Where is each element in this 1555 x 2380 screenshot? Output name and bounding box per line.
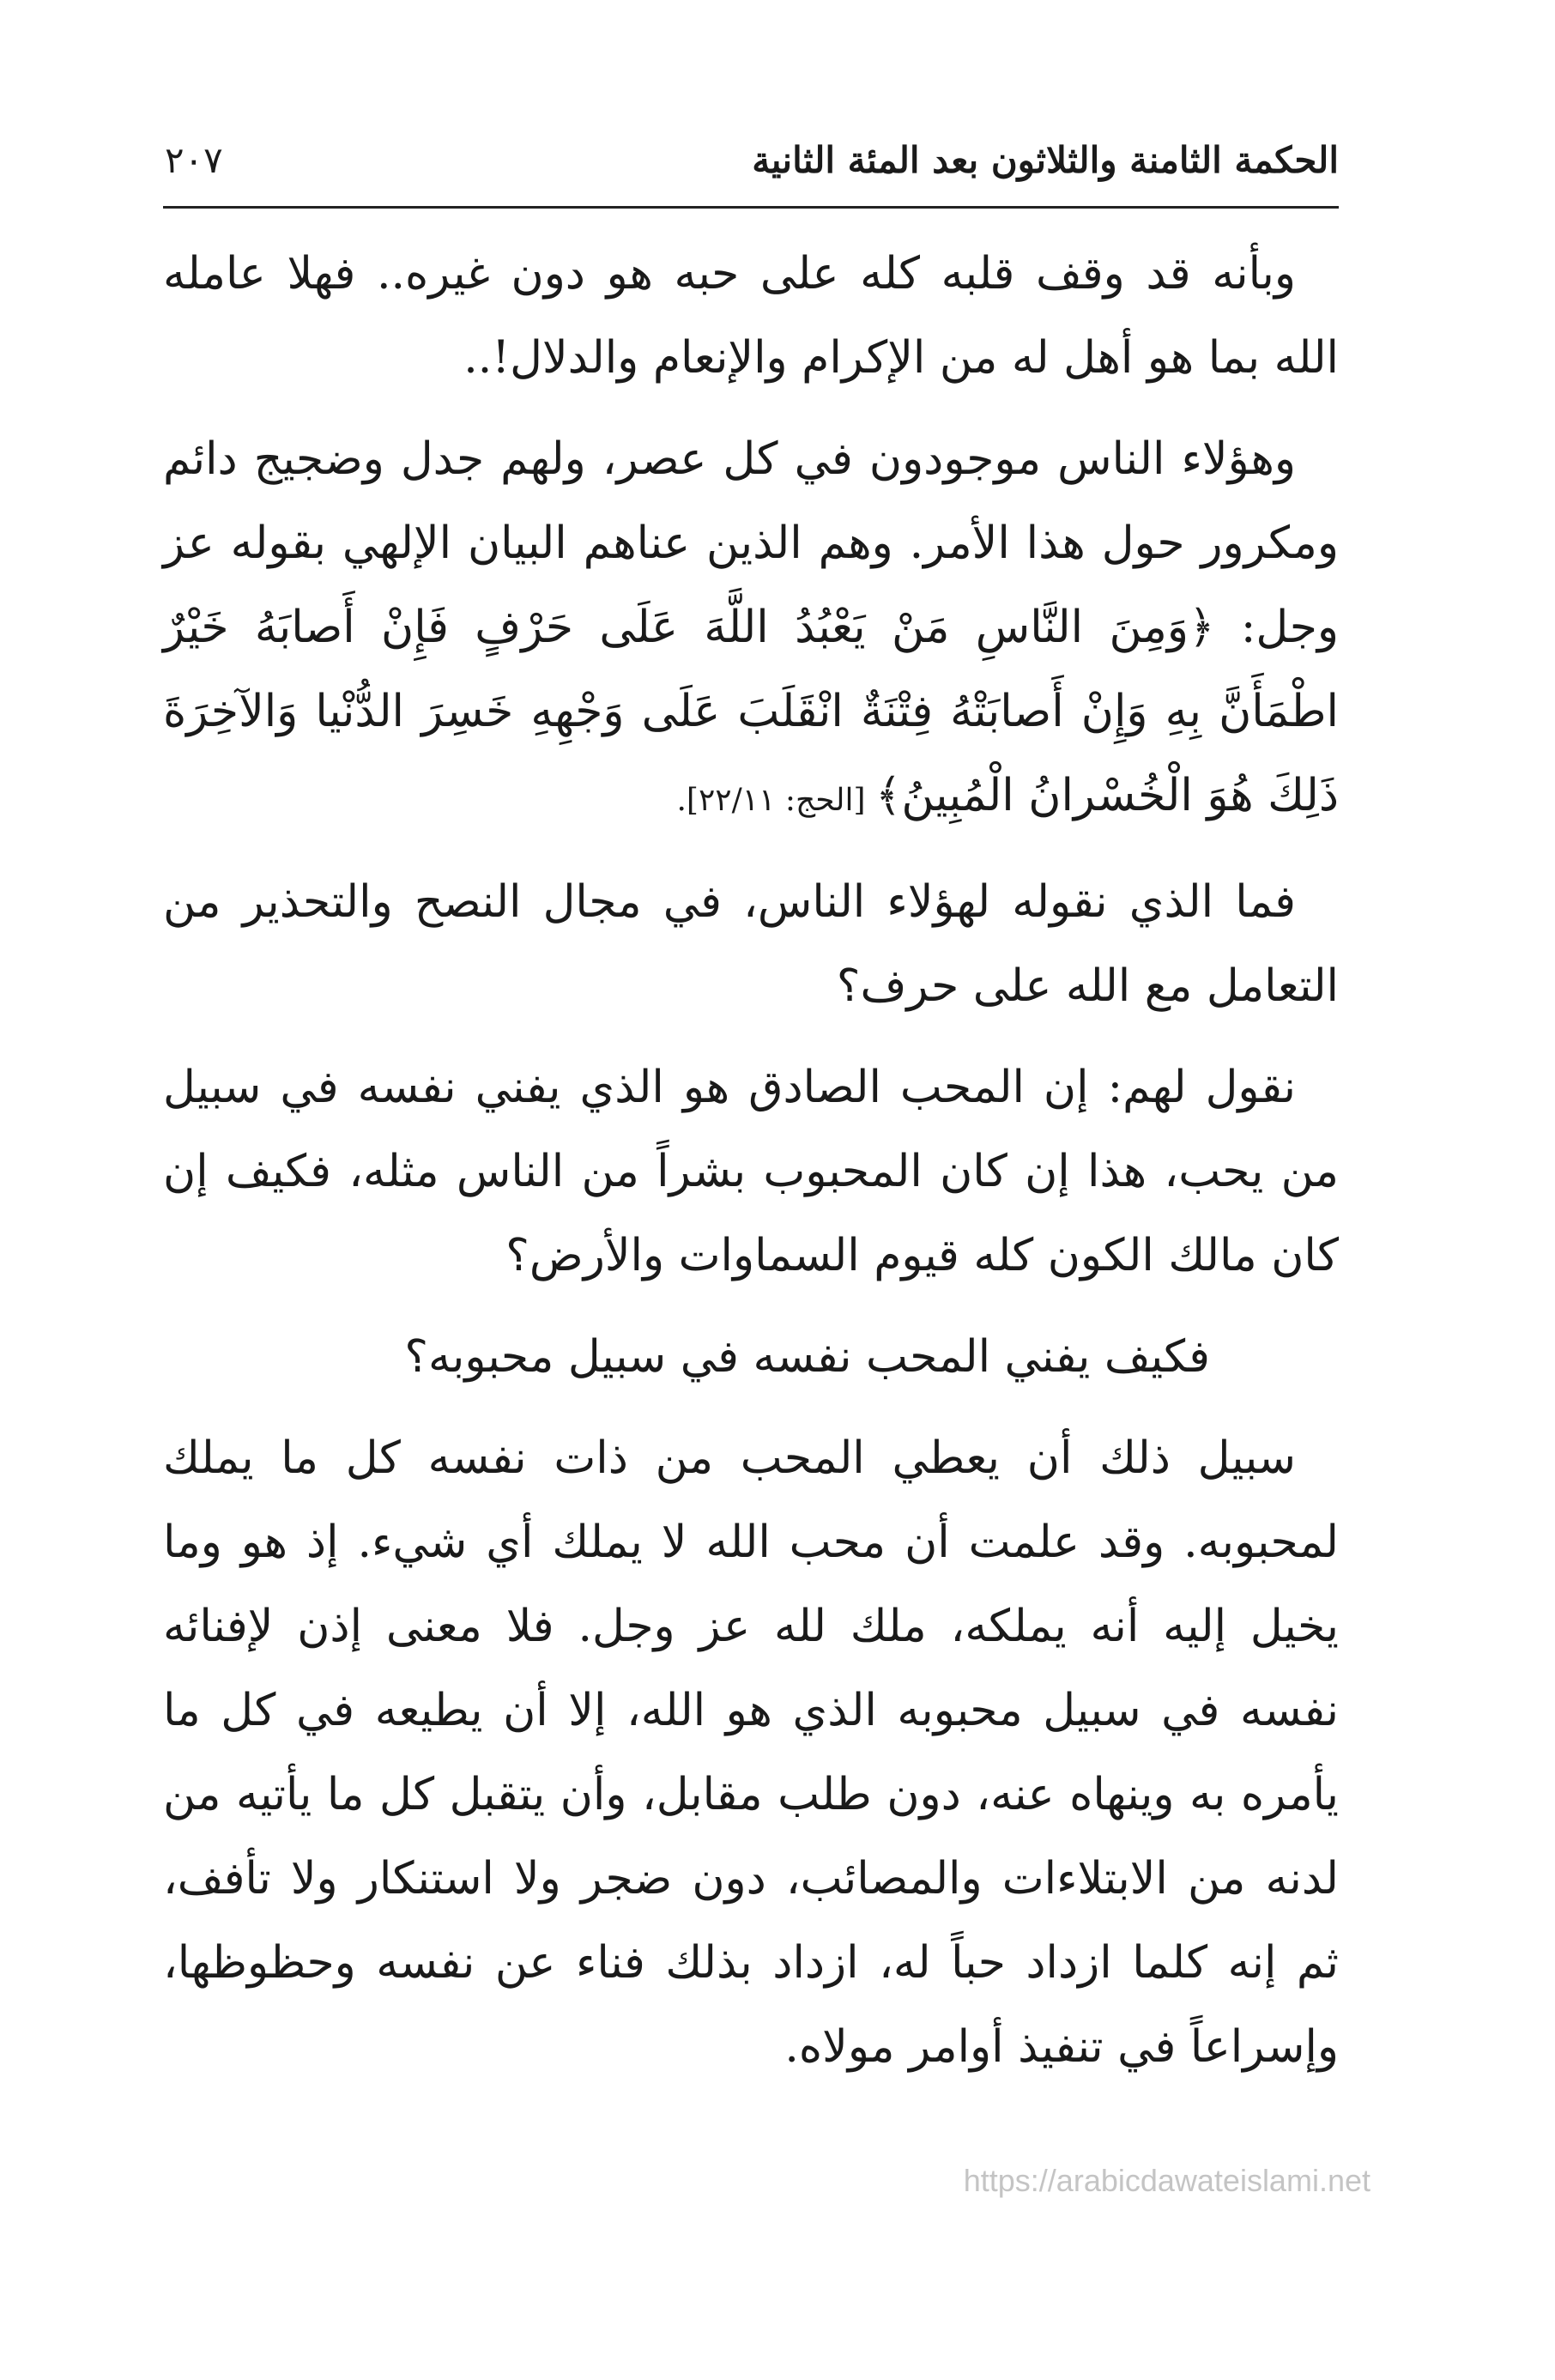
paragraph-1: وبأنه قد وقف قلبه كله على حبه هو دون غيره.. فهلا عامله الله بما هو أهل له من الإكرام والإنعام والدلال!..	[163, 248, 1339, 384]
paragraph-6: سبيل ذلك أن يعطي المحب من ذات نفسه كل ما يملك لمحبوبه. وقد علمت أن محب الله لا يملك أي شيء. إذ هو وما يخيل إليه أنه يملكه، ملك لله عز وجل. فلا معنى إذن لإفنائه نفسه في سبيل محبوبه الذي هو الله، إلا أن يطيعه في كل ما يأمره به وينهاه عنه، دون طلب مقابل، وأن يتقبل كل ما يأتيه من لدنه من الابتلاءات والمصائب، دون ضجر ولا استنكار ولا تأفف، ثم إنه كلما ازداد حباً له، ازداد بذلك فناء عن نفسه وحظوظها، وإسراعاً في تنفيذ أوامر مولاه.	[163, 1432, 1339, 2073]
page-number: ٢٠٧	[165, 139, 223, 181]
chapter-title: الحكمة الثامنة والثلاثون بعد المئة الثانية	[752, 139, 1339, 181]
quran-verse: ﴿وَمِنَ النَّاسِ مَنْ يَعْبُدُ اللَّهَ عَلَى حَرْفٍ فَإِنْ أَصابَهُ خَيْرٌ اطْمَأَنَّ بِهِ وَإِنْ أَصابَتْهُ فِتْنَةٌ انْقَلَبَ عَلَى وَجْهِهِ خَسِرَ الدُّنْيا وَالآخِرَةَ ذَلِكَ هُوَ الْخُسْرانُ الْمُبِينُ﴾	[163, 602, 1339, 821]
body-text	[163, 232, 1339, 2106]
website-watermark: https://arabicdawateislami.net	[963, 2163, 1370, 2198]
paragraph-5-question: فكيف يفني المحب نفسه في سبيل محبوبه؟	[404, 1331, 1210, 1383]
paragraph-2-text: وهؤلاء الناس موجودون في كل عصر، ولهم جدل وضجيج دائم ومكرور حول هذا الأمر. وهم الذين عناهم البيان الإلهي بقوله عز وجل:	[163, 433, 1340, 653]
running-header	[163, 137, 1339, 209]
paragraph-3: فما الذي نقوله لهؤلاء الناس، في مجال النصح والتحذير من التعامل مع الله على حرف؟	[163, 876, 1339, 1012]
paragraph-2	[163, 417, 1339, 843]
verse-reference: [الحج: ٢٢/١١].	[676, 783, 875, 818]
paragraph-4: نقول لهم: إن المحب الصادق هو الذي يفني نفسه في سبيل من يحب، هذا إن كان المحبوب بشراً من الناس مثله، فكيف إن كان مالك الكون كله قيوم السماوات والأرض؟	[163, 1062, 1340, 1281]
